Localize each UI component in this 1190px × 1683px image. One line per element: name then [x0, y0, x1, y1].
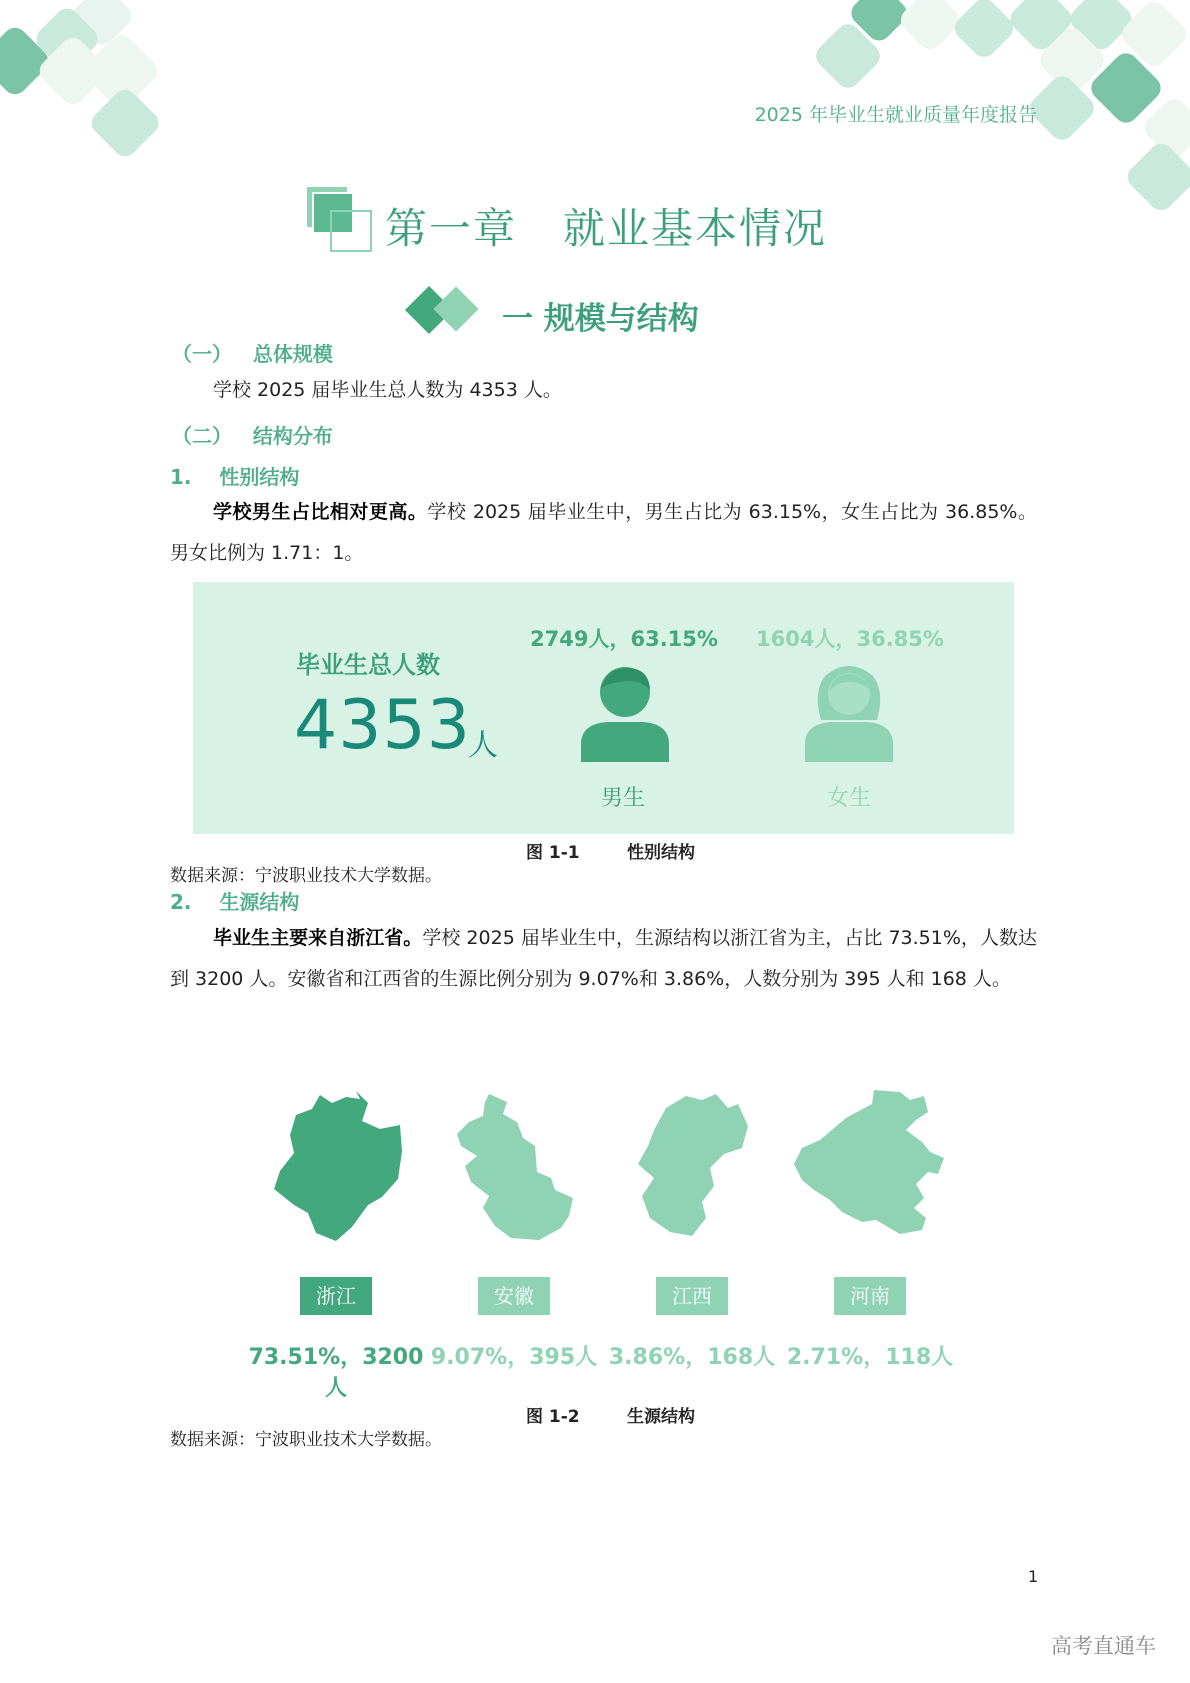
- subsection-heading-structure: （二） 结构分布: [172, 424, 333, 448]
- gender-lead: 学校男生占比相对更高。: [213, 501, 428, 523]
- female-label: 女生: [826, 786, 871, 811]
- anhui-map-icon: [455, 1090, 577, 1242]
- chapter-squares-icon: [307, 187, 377, 257]
- section-diamonds-icon: [404, 285, 480, 337]
- page-number: 1: [1028, 1567, 1039, 1586]
- zhejiang-map-icon: [272, 1089, 406, 1245]
- gender-text: 学校 2025 届毕业生中，男生占比为 63.15%，女生占比为 36.85%。男女比例为 1.71：1。: [170, 501, 1037, 564]
- origin-paragraph: [170, 918, 1037, 1000]
- origin-heading: 2. 生源结构: [170, 890, 300, 914]
- henan-map-icon: [792, 1088, 946, 1238]
- figure-1-1-caption: 图 1-1 性别结构: [526, 843, 695, 863]
- male-stat: 2749人，63.15%: [530, 627, 718, 651]
- subsection-heading-total: （一） 总体规模: [172, 342, 333, 366]
- jiangxi-map-icon: [636, 1090, 750, 1238]
- female-person-icon: [803, 662, 895, 762]
- province-stat-anhui: 9.07%，395人: [430, 1345, 598, 1370]
- figure-1-2-caption: 图 1-2 生源结构: [526, 1407, 695, 1427]
- total-graduates-label: 毕业生总人数: [296, 651, 440, 679]
- male-person-icon: [579, 664, 671, 762]
- origin-lead: 毕业生主要来自浙江省。: [213, 927, 423, 949]
- province-stat-zhejiang: 73.51%，3200人: [248, 1345, 424, 1401]
- watermark: 高考直通车: [1051, 1634, 1156, 1658]
- province-label-anhui: 安徽: [478, 1277, 550, 1315]
- section-title: 一 规模与结构: [502, 301, 699, 337]
- gender-heading: 1. 性别结构: [170, 465, 300, 489]
- male-label: 男生: [600, 786, 645, 811]
- total-graduates-value: 4353: [294, 686, 472, 765]
- province-stat-henan: 2.71%，118人: [786, 1345, 954, 1370]
- figure-1-2-source: 数据来源：宁波职业技术大学数据。: [170, 1430, 442, 1450]
- running-header: 2025 年毕业生就业质量年度报告: [754, 104, 1037, 126]
- origin-text: 学校 2025 届毕业生中，生源结构以浙江省为主，占比 73.51%，人数达到 3200 人。安徽省和江西省的生源比例分别为 9.07%和 3.86%，人数分别为 395 人和 168 人。: [170, 927, 1037, 990]
- female-stat: 1604人，36.85%: [756, 627, 944, 651]
- province-label-zhejiang: 浙江: [300, 1277, 372, 1315]
- province-stat-jiangxi: 3.86%，168人: [608, 1345, 776, 1370]
- chapter-title: 第一章 就业基本情况: [385, 204, 828, 253]
- total-paragraph: 学校 2025 届毕业生总人数为 4353 人。: [213, 379, 562, 401]
- gender-paragraph: [170, 492, 1037, 574]
- province-label-jiangxi: 江西: [656, 1277, 728, 1315]
- province-label-henan: 河南: [834, 1277, 906, 1315]
- figure-1-1-source: 数据来源：宁波职业技术大学数据。: [170, 866, 442, 886]
- total-graduates-unit: 人: [468, 728, 498, 763]
